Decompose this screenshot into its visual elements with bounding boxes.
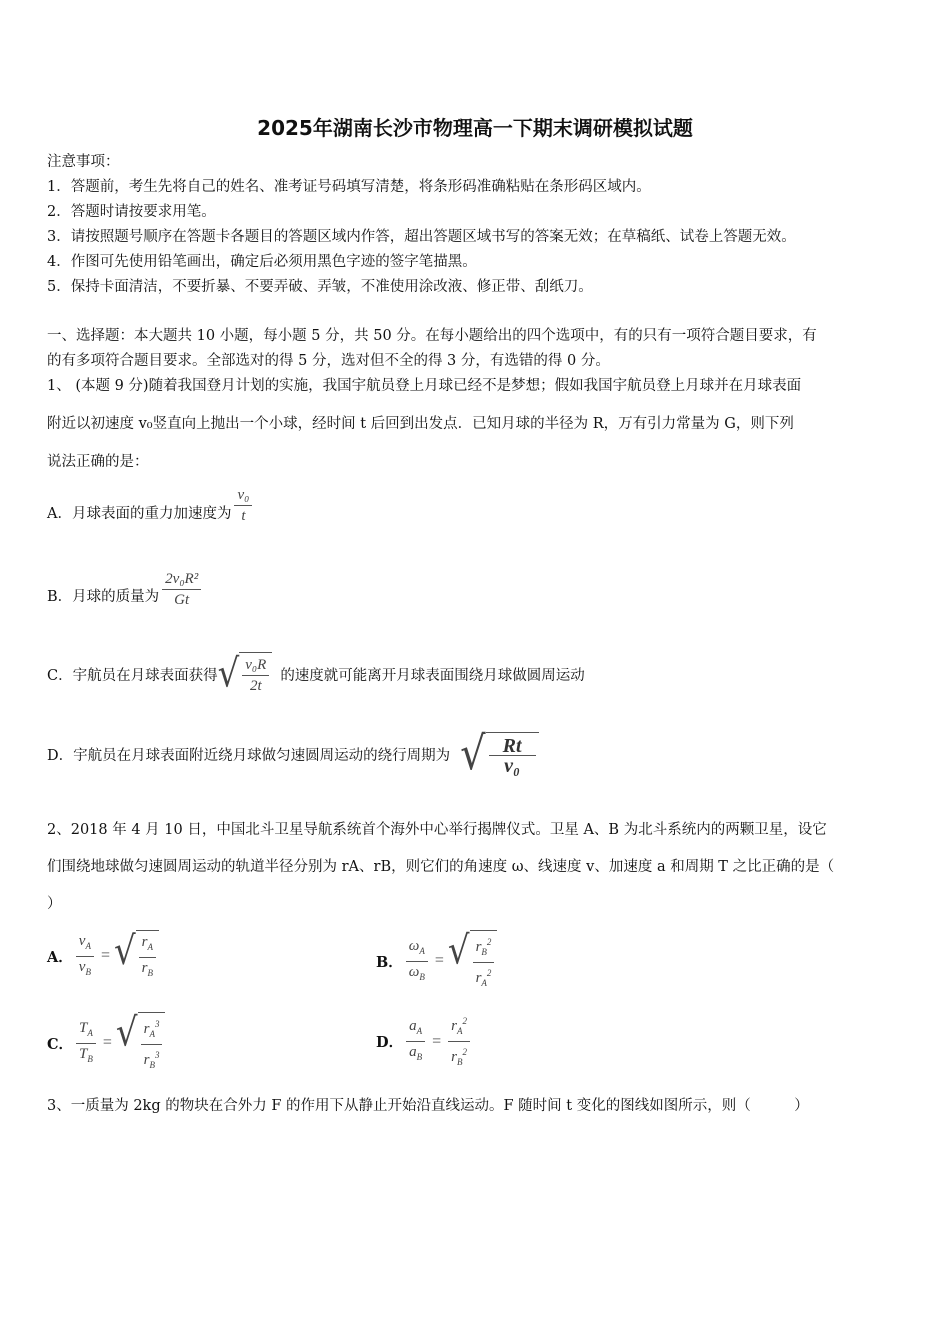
q2-line-1: 2、2018 年 4 月 10 日，中国北斗卫星导航系统首个海外中心举行揭牌仪式。卫星 A、B 为北斗系统内的两颗卫星，设它 — [47, 822, 827, 838]
q1-line-2: 附近以初速度 v₀竖直向上抛出一个小球，经时间 t 后回到出发点．已知月球的半径为 R，万有引力常量为 G，则下列 — [47, 416, 794, 432]
sqrt-sign-icon: √ — [217, 651, 240, 697]
q1-option-d-sqrt — [460, 727, 538, 781]
q2-a-num: $v_A$ — [76, 932, 94, 957]
q1-option-b-numerator: 2v₀R² — [162, 570, 201, 590]
sqrt-sign-icon: √ — [113, 928, 136, 975]
q1-option-c-sqrt — [218, 652, 273, 696]
q3-line-1: 3、一质量为 2kg 的物块在合外力 F 的作用下从静止开始沿直线运动。F 随时间 t 变化的图线如图所示，则（ ） — [47, 1098, 809, 1114]
notice-item-5: 5．保持卡面清洁，不要折暴、不要弄破、弄皱，不准使用涂改液、修正带、刮纸刀。 — [47, 279, 593, 295]
page-title: 2025年湖南长沙市物理高一下期末调研模拟试题 — [257, 116, 693, 140]
q2-c-den: $T_B$ — [79, 1045, 93, 1064]
q1-option-c-text-post: 的速度就可能离开月球表面围绕月球做圆周运动 — [280, 667, 585, 684]
q2-option-b-lhs — [406, 937, 428, 986]
q1-option-a-text: A．月球表面的重力加速度为 — [47, 506, 232, 522]
q2-line-3: ） — [47, 896, 62, 912]
q2-line-2: 们围绕地球做匀速圆周运动的轨道半径分别为 rA、rB，则它们的角速度 ω、线速度 v、加速度 a 和周期 T 之比正确的是（ — [47, 859, 835, 875]
q1-line-3: 说法正确的是： — [47, 454, 149, 470]
q2-d-rhs-num: $r_A^2$ — [448, 1012, 470, 1042]
q2-b-num: $\omega_A$ — [406, 937, 428, 962]
q2-option-d — [376, 1012, 473, 1071]
q2-c-rhs-den: $r_B^3$ — [143, 1050, 160, 1070]
q1-line-1: 1、 (本题 9 分)随着我国登月计划的实施，我国宇航员登上月球已经不是梦想；假如我国宇航员登上月球并在月球表面 — [47, 378, 802, 394]
q1-option-c-fraction — [242, 656, 269, 695]
q1-option-d-fraction — [489, 734, 536, 777]
q2-option-a-lhs — [76, 932, 94, 981]
q2-b-den: $\omega_B$ — [408, 963, 425, 982]
q2-option-a-sqrt — [114, 930, 159, 982]
q2-option-a — [47, 930, 159, 982]
q1-option-d-text: D．宇航员在月球表面附近绕月球做匀速圆周运动的绕行周期为 — [47, 747, 451, 764]
sqrt-sign-icon: √ — [460, 727, 486, 781]
q2-option-d-label: D． — [376, 1034, 404, 1051]
q2-option-d-rhs — [448, 1012, 470, 1071]
q2-option-a-label: A． — [47, 948, 73, 966]
q1-option-b-fraction — [162, 570, 201, 609]
notice-heading: 注意事项： — [47, 154, 120, 170]
notice-item-3: 3．请按照题号顺序在答题卡各题目的答题区域内作答，超出答题区域书写的答案无效；在草稿纸、试卷上答题无效。 — [47, 229, 796, 245]
equals-sign: = — [100, 947, 110, 964]
q1-option-a-fraction — [234, 486, 252, 525]
q1-option-b-denominator: Gt — [174, 592, 190, 608]
q2-b-rhs-den: $r_A^2$ — [475, 968, 492, 988]
q1-option-b — [47, 570, 204, 609]
q2-c-rhs-num: $r_A^3$ — [141, 1015, 163, 1045]
q2-c-num: $T_A$ — [76, 1019, 96, 1044]
q2-a-rhs-den: $r_B$ — [141, 960, 153, 978]
q2-option-c — [47, 1009, 165, 1074]
q1-option-c-text: C．宇航员在月球表面获得 — [47, 667, 218, 684]
equals-sign: = — [102, 1034, 112, 1051]
q2-option-c-label: C． — [47, 1035, 74, 1053]
sqrt-sign-icon: √ — [447, 927, 470, 974]
q1-option-d-denominator: v₀ — [504, 754, 520, 777]
sqrt-sign-icon: √ — [115, 1009, 138, 1056]
notice-item-1: 1．答题前，考生先将自己的姓名、准考证号码填写清楚，将条形码准确粘贴在条形码区域内。 — [47, 179, 651, 195]
section-intro-line-1: 一、选择题：本大题共 10 小题，每小题 5 分，共 50 分。在每小题给出的四个选项中，有的只有一项符合题目要求，有 — [47, 328, 817, 344]
q1-option-c — [47, 652, 585, 696]
q1-option-a-denominator: t — [241, 508, 246, 524]
q1-option-d — [47, 727, 539, 781]
q1-option-a — [47, 486, 255, 525]
equals-sign: = — [432, 1032, 442, 1050]
section-intro-line-2: 的有多项符合题目要求。全部选对的得 5 分，选对但不全的得 3 分，有选错的得 0 分。 — [47, 353, 610, 369]
q2-b-rhs-num: $r_B^2$ — [473, 933, 495, 963]
q2-a-den: $v_B$ — [78, 958, 91, 977]
q1-option-d-numerator: Rt — [489, 737, 536, 756]
q2-option-c-lhs — [76, 1019, 96, 1068]
q1-option-b-text: B．月球的质量为 — [47, 589, 160, 605]
q2-option-b — [376, 927, 497, 992]
q2-d-rhs-den: $r_B^2$ — [451, 1047, 467, 1067]
q1-option-c-denominator: 2t — [249, 678, 262, 694]
q1-option-c-numerator: v₀R — [242, 656, 269, 676]
q2-d-den: $a_B$ — [409, 1044, 423, 1062]
equals-sign: = — [434, 952, 444, 969]
q2-a-rhs-num: $r_A$ — [139, 933, 156, 958]
notice-item-2: 2．答题时请按要求用笔。 — [47, 204, 216, 220]
q2-option-b-sqrt — [447, 927, 498, 992]
q2-option-d-lhs — [406, 1017, 425, 1066]
q1-option-a-numerator: v₀ — [234, 486, 252, 506]
q2-d-num: $a_A$ — [406, 1017, 425, 1042]
notice-item-4: 4．作图可先使用铅笔画出，确定后必须用黑色字迹的签字笔描黑。 — [47, 254, 477, 270]
q2-option-c-sqrt — [115, 1009, 166, 1074]
q2-option-b-label: B． — [376, 953, 403, 971]
